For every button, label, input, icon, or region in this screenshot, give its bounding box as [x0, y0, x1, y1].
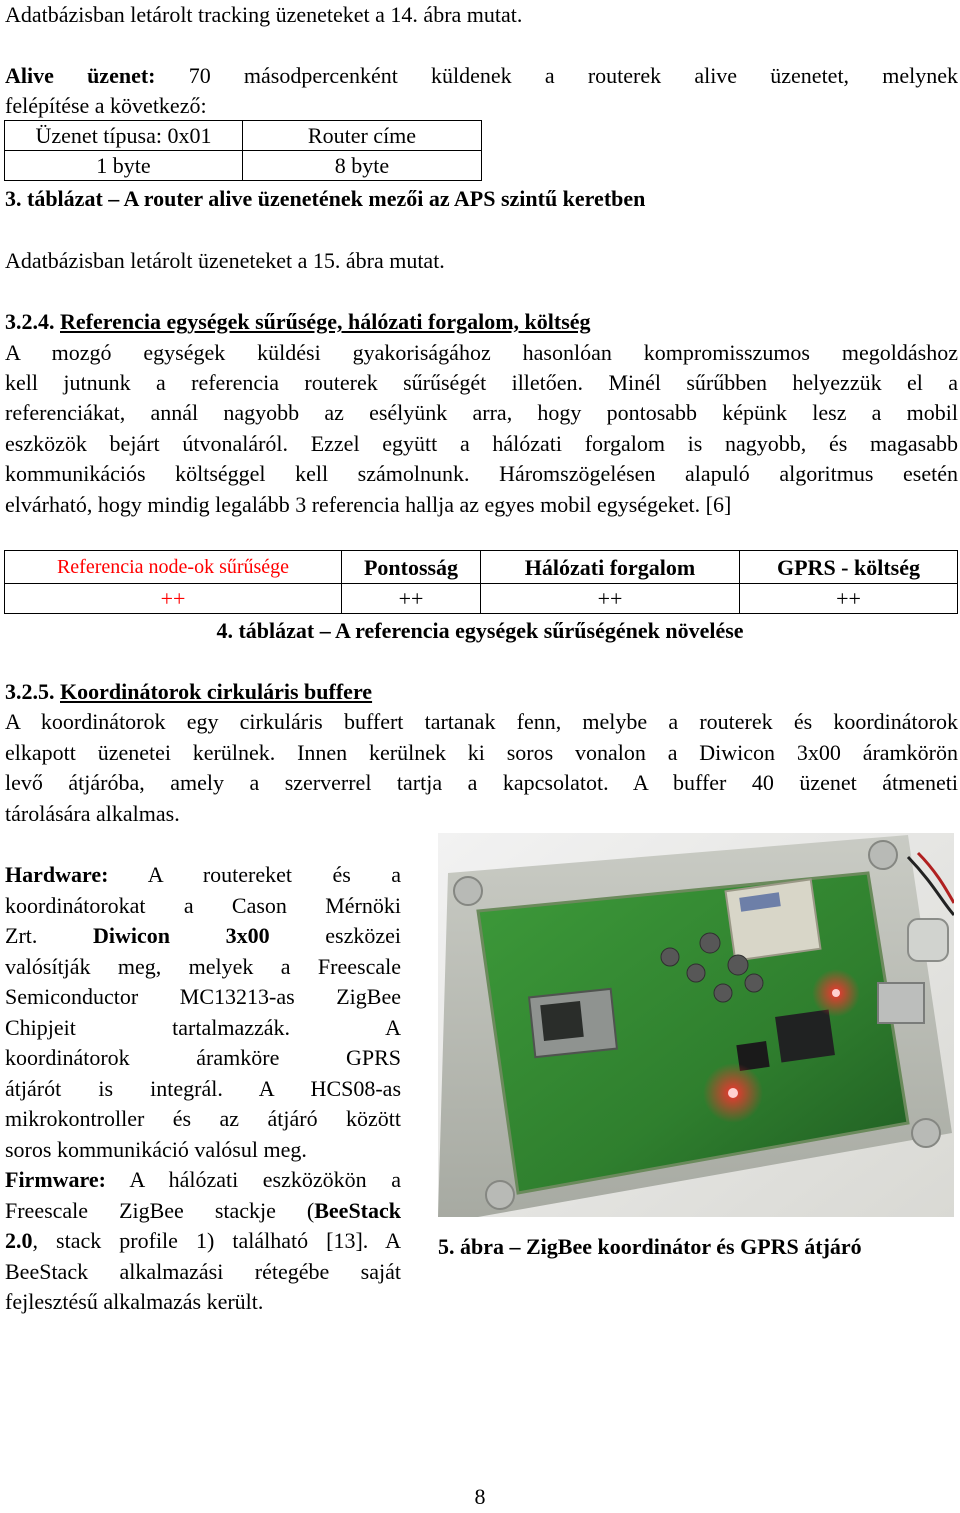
fw-line: 2.0, stack profile 1) található [13]. A: [5, 1228, 401, 1253]
hw-line: koordinátorok áramköre GPRS: [5, 1045, 401, 1070]
section-324-line: elvárható, hogy mindig legalább 3 referencia hallja az egyes mobil egységeket. [6]: [5, 492, 732, 517]
section-325-heading: [5, 677, 958, 708]
fw-line: fejlesztésű alkalmazás került.: [5, 1289, 264, 1314]
section-325-line: tárolására alkalmas.: [5, 801, 180, 826]
hw-line: koordinátorokat a Cason Mérnöki: [5, 892, 401, 918]
table3-cell-address: Router címe: [243, 121, 482, 151]
table4-header-traffic: Hálózati forgalom: [481, 551, 740, 584]
alive-paragraph-line2: felépítése a következő:: [5, 93, 207, 118]
intro-paragraph: Adatbázisban letárolt tracking üzeneteket a 14. ábra mutat.: [5, 2, 523, 27]
section-324-number: 3.2.4.: [5, 309, 55, 334]
section-324-line: kommunikációs költséggel kell számolnunk. Háromszögelésen alapuló algoritmus esetén: [5, 461, 958, 486]
section-325-number: 3.2.5.: [5, 679, 55, 704]
table4-value-accuracy: ++: [342, 584, 481, 614]
table4-value-gprs-cost: ++: [740, 584, 958, 614]
pcb-device-photo: [438, 833, 954, 1217]
section-324-line: kell jutnunk a referencia routerek sűrűségét illetően. Minél sűrűbben helyezzük el a: [5, 370, 958, 395]
hardware-firmware-column: [5, 860, 401, 1318]
hw-line: Chipjeit tartalmazzák. A: [5, 1014, 401, 1040]
alive-label: Alive üzenet:: [5, 63, 156, 88]
table3-cell-address-size: 8 byte: [243, 151, 482, 181]
table4-header-accuracy: Pontosság: [342, 551, 481, 584]
fw-line: Firmware: A hálózati eszközökön a: [5, 1167, 401, 1192]
table3-cell-type: Üzenet típusa: 0x01: [5, 121, 243, 151]
page-number: 8: [474, 1484, 486, 1509]
alive-paragraph-line1: Alive üzenet: 70 másodpercenként küldenek a routerek alive üzenetet, melynek: [5, 63, 959, 88]
section-325-line: elkapott üzenetei kerülnek. Innen kerülnek ki soros vonalon a Diwicon 3x00 áramkörön: [5, 740, 958, 765]
fw-line: Freescale ZigBee stackje (BeeStack: [5, 1197, 401, 1223]
hw-line: valósítják meg, melyek a Freescale: [5, 953, 401, 979]
section-324-line: A mozgó egységek küldési gyakoriságához hasonlóan kompromisszumos megoldáshoz: [5, 340, 958, 365]
fw-line: BeeStack alkalmazási rétegébe saját: [5, 1258, 401, 1284]
section-324-line: referenciákat, annál nagyobb az esélyünk arra, hogy pontosabb képünk lesz a mobil: [5, 400, 958, 425]
table4-caption: 4. táblázat – A referencia egységek sűrűségének növelése: [216, 618, 744, 643]
table4-header-gprs-cost: GPRS - költség: [740, 551, 958, 584]
hw-line: soros kommunikáció valósul meg.: [5, 1136, 307, 1162]
hw-line: Zrt. Diwicon 3x00 eszközei: [5, 923, 401, 948]
table4-value-density: ++: [5, 584, 342, 614]
hw-line: átjárót is integrál. A HCS08-as: [5, 1075, 401, 1101]
table3-caption: 3. táblázat – A router alive üzenetének mezői az APS szintű keretben: [5, 186, 646, 211]
section-325-title: Koordinátorok cirkuláris buffere: [60, 679, 373, 704]
section-325-line: levő átjáróba, amely a szerverrel tartja a kapcsolatot. A buffer 40 üzenet átmeneti: [5, 770, 958, 795]
section-325-line: A koordinátorok egy cirkuláris buffert tartanak fenn, melybe a routerek és koordinátorok: [5, 709, 958, 734]
figure5-caption: 5. ábra – ZigBee koordinátor és GPRS átjáró: [438, 1234, 862, 1259]
figure15-reference: Adatbázisban letárolt üzeneteket a 15. ábra mutat.: [5, 248, 445, 273]
alive-message-table: [4, 120, 482, 181]
reference-density-table: [4, 550, 958, 614]
section-324-title: Referencia egységek sűrűsége, hálózati forgalom, költség: [60, 309, 591, 334]
hw-line: mikrokontroller és az átjáró között: [5, 1106, 401, 1131]
table4-value-traffic: ++: [481, 584, 740, 614]
table3-cell-type-size: 1 byte: [5, 151, 243, 181]
hw-line: Semiconductor MC13213-as ZigBee: [5, 984, 401, 1009]
section-324-heading: [5, 307, 958, 338]
section-324-line: eszközök bejárt útvonaláról. Ezzel együtt a hálózati forgalom is nagyobb, és magasabb: [5, 431, 958, 456]
hw-line: Hardware: A routereket és a: [5, 862, 402, 887]
table4-header-density: Referencia node-ok sűrűsége: [5, 551, 342, 584]
